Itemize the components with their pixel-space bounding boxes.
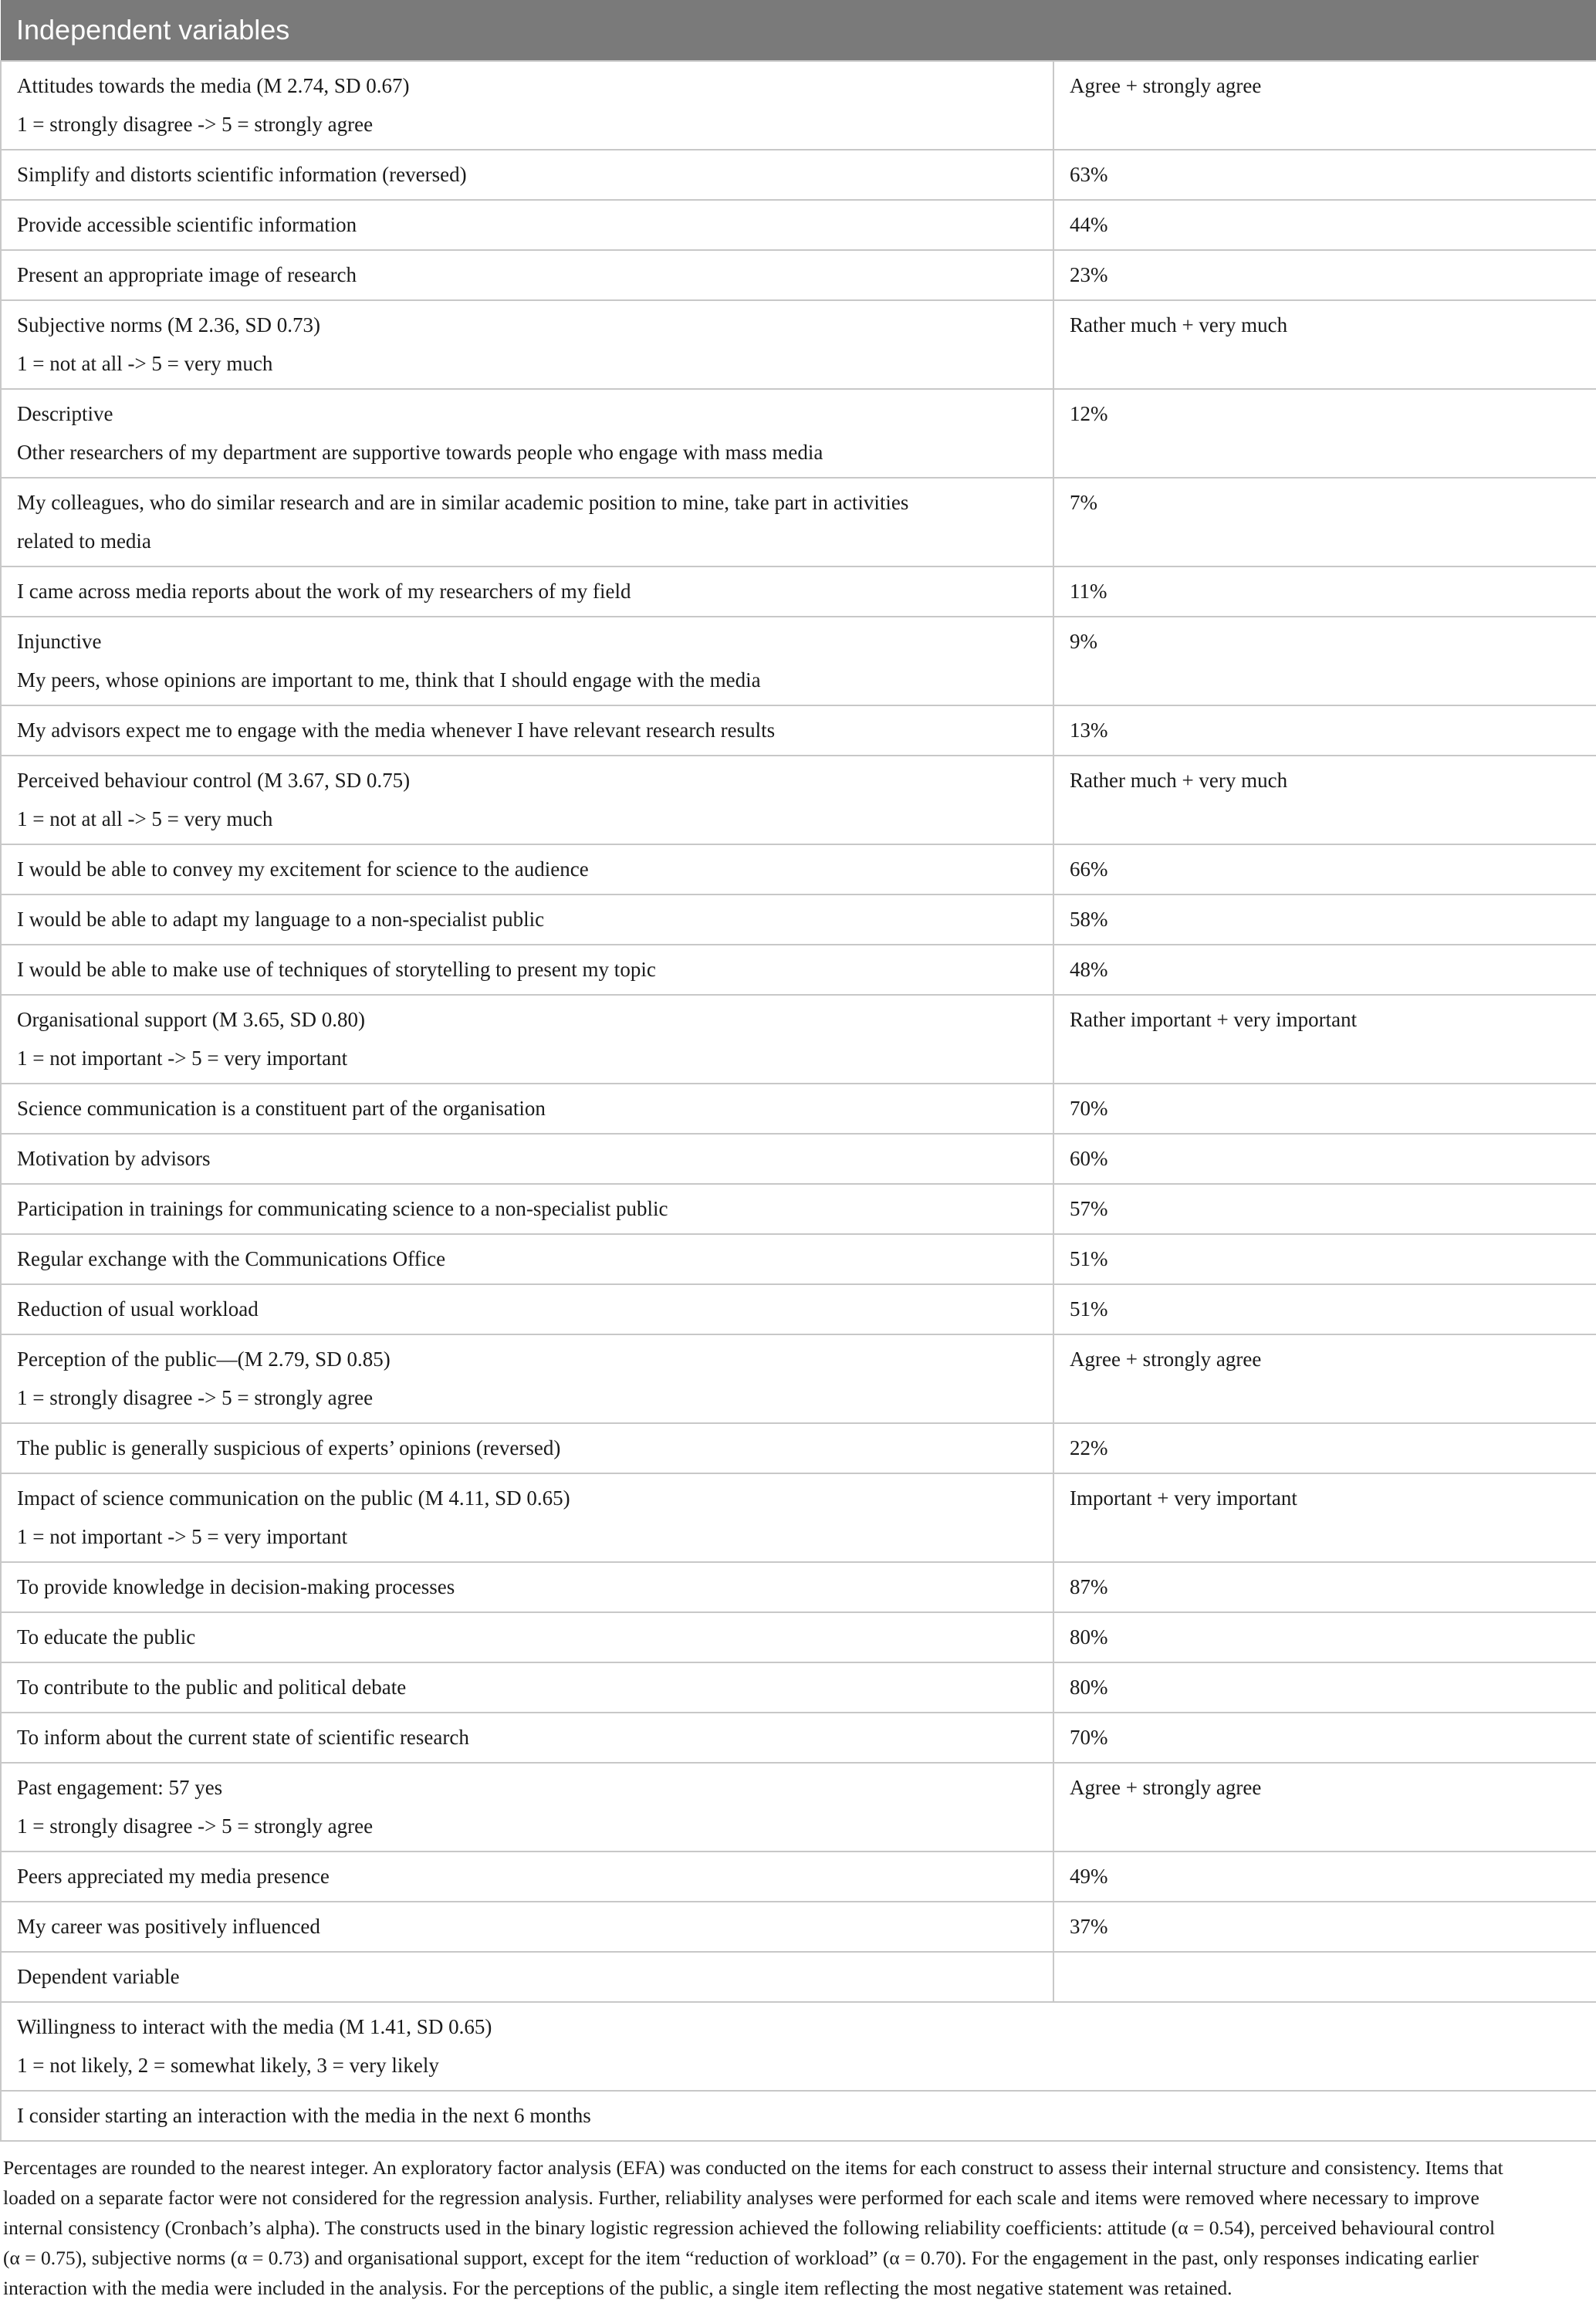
variable-cell xyxy=(1,200,1053,250)
value-cell xyxy=(1053,1423,1596,1473)
variable-text: Regular exchange with the Communications Office xyxy=(17,1247,446,1270)
value-text: Agree + strongly agree xyxy=(1070,1776,1262,1799)
variable-text: I consider starting an interaction with the media in the next 6 months xyxy=(17,2104,591,2127)
value-cell xyxy=(1053,756,1596,844)
table-row xyxy=(1,566,1596,617)
value-cell xyxy=(1053,945,1596,995)
value-cell xyxy=(1053,1952,1596,2002)
table-row xyxy=(1,1562,1596,1612)
value-text: 70% xyxy=(1070,1097,1108,1120)
value-text: 37% xyxy=(1070,1915,1108,1938)
variable-cell xyxy=(1,389,1053,478)
variable-text: 1 = strongly disagree -> 5 = strongly agree xyxy=(17,113,374,136)
variable-text: My career was positively influenced xyxy=(17,1915,320,1938)
variable-cell xyxy=(1,756,1053,844)
value-text: 44% xyxy=(1070,213,1108,236)
table-row xyxy=(1,1473,1596,1562)
table-row xyxy=(1,200,1596,250)
variable-cell xyxy=(1,995,1053,1084)
table-row xyxy=(1,894,1596,945)
variable-text: The public is generally suspicious of experts’ opinions (reversed) xyxy=(17,1436,561,1459)
value-cell xyxy=(1053,1662,1596,1713)
variable-text: 1 = strongly disagree -> 5 = strongly agree xyxy=(17,1386,374,1409)
variable-cell xyxy=(1,61,1053,150)
table-row xyxy=(1,1763,1596,1852)
footnote-line: (α = 0.75), subjective norms (α = 0.73) and organisational support, except for the item “reduction of workload” (α = 0.70). For the engagement in the past, only responses indicating earlier xyxy=(3,2247,1479,2269)
variable-text: Attitudes towards the media (M 2.74, SD 0.67) xyxy=(17,74,410,97)
value-text: 22% xyxy=(1070,1436,1108,1459)
value-cell xyxy=(1053,1234,1596,1284)
value-cell xyxy=(1053,389,1596,478)
value-text: 87% xyxy=(1070,1575,1108,1598)
variable-cell xyxy=(1,1473,1053,1562)
value-text: 49% xyxy=(1070,1865,1108,1888)
value-text: 80% xyxy=(1070,1676,1108,1699)
variable-text: I came across media reports about the work of my researchers of my field xyxy=(17,580,631,603)
table-row xyxy=(1,1334,1596,1423)
value-text: Rather much + very much xyxy=(1070,769,1288,792)
variable-text: My colleagues, who do similar research and are in similar academic position to mine, take part in activities xyxy=(17,491,909,514)
variable-cell xyxy=(1,1902,1053,1952)
value-text: 23% xyxy=(1070,263,1108,286)
value-text: 51% xyxy=(1070,1247,1108,1270)
value-text: 66% xyxy=(1070,857,1108,881)
variable-cell xyxy=(1,2091,1596,2141)
variable-cell xyxy=(1,1134,1053,1184)
variable-text: I would be able to adapt my language to a non-specialist public xyxy=(17,908,545,931)
variable-cell xyxy=(1,300,1053,389)
variable-text: Descriptive xyxy=(17,402,113,425)
table-row xyxy=(1,1423,1596,1473)
table-header-row xyxy=(1,0,1596,61)
value-text: Rather much + very much xyxy=(1070,313,1288,336)
variable-cell xyxy=(1,566,1053,617)
variable-text: Injunctive xyxy=(17,630,102,653)
value-text: 7% xyxy=(1070,491,1097,514)
value-text: Rather important + very important xyxy=(1070,1008,1358,1031)
table-row xyxy=(1,1902,1596,1952)
table-body xyxy=(1,61,1596,2141)
variable-cell xyxy=(1,1284,1053,1334)
table-row xyxy=(1,1234,1596,1284)
value-cell xyxy=(1053,1902,1596,1952)
footnote-line: interaction with the media were included in the analysis. For the perceptions of the public, a single item reflecting the most negative statement was retained. xyxy=(3,2277,1233,2299)
footnote-line: loaded on a separate factor were not considered for the regression analysis. Further, reliability analyses were performed for each scale and items were removed where necessary to improve xyxy=(3,2186,1479,2209)
variable-text: 1 = not important -> 5 = very important xyxy=(17,1525,348,1548)
variable-cell xyxy=(1,844,1053,894)
variable-text: Dependent variable xyxy=(17,1965,180,1988)
variable-cell xyxy=(1,478,1053,566)
variable-text: Perceived behaviour control (M 3.67, SD 0.75) xyxy=(17,769,411,792)
variable-cell xyxy=(1,1662,1053,1713)
value-cell xyxy=(1053,1562,1596,1612)
variable-text: My advisors expect me to engage with the media whenever I have relevant research results xyxy=(17,719,776,742)
value-cell xyxy=(1053,1084,1596,1134)
footnote-line: internal consistency (Cronbach’s alpha). The constructs used in the binary logistic regression achieved the following reliability coefficients: attitude (α = 0.54), perceived behavioural control xyxy=(3,2217,1496,2239)
variable-cell xyxy=(1,1562,1053,1612)
value-cell xyxy=(1053,150,1596,200)
value-text: 70% xyxy=(1070,1726,1108,1749)
variable-text: I would be able to convey my excitement for science to the audience xyxy=(17,857,589,881)
variable-cell xyxy=(1,1184,1053,1234)
variable-cell xyxy=(1,1084,1053,1134)
value-text: 11% xyxy=(1070,580,1107,603)
table-row xyxy=(1,844,1596,894)
variable-text: Reduction of usual workload xyxy=(17,1297,259,1321)
variable-cell xyxy=(1,2002,1596,2091)
variable-text: 1 = strongly disagree -> 5 = strongly agree xyxy=(17,1814,374,1838)
table-row xyxy=(1,300,1596,389)
value-cell xyxy=(1053,61,1596,150)
value-cell xyxy=(1053,200,1596,250)
variable-cell xyxy=(1,1334,1053,1423)
variable-text: Perception of the public—(M 2.79, SD 0.85) xyxy=(17,1348,391,1371)
value-cell xyxy=(1053,1284,1596,1334)
variable-cell xyxy=(1,1234,1053,1284)
value-text: Important + very important xyxy=(1070,1486,1297,1510)
value-text: 58% xyxy=(1070,908,1108,931)
variable-text: I would be able to make use of techniques of storytelling to present my topic xyxy=(17,958,656,981)
table-row xyxy=(1,1662,1596,1713)
variable-text: Subjective norms (M 2.36, SD 0.73) xyxy=(17,313,320,336)
value-cell xyxy=(1053,705,1596,756)
variable-cell xyxy=(1,1852,1053,1902)
value-text: 60% xyxy=(1070,1147,1108,1170)
table-row xyxy=(1,1134,1596,1184)
value-cell xyxy=(1053,844,1596,894)
variable-cell xyxy=(1,1713,1053,1763)
value-cell xyxy=(1053,300,1596,389)
table-row xyxy=(1,1852,1596,1902)
table-row xyxy=(1,617,1596,705)
value-cell xyxy=(1053,894,1596,945)
variable-text: 1 = not at all -> 5 = very much xyxy=(17,352,273,375)
value-cell xyxy=(1053,1334,1596,1423)
value-text: 57% xyxy=(1070,1197,1108,1220)
table-row xyxy=(1,61,1596,150)
variable-text: To provide knowledge in decision-making processes xyxy=(17,1575,455,1598)
table-row xyxy=(1,2091,1596,2141)
variable-text: Organisational support (M 3.65, SD 0.80) xyxy=(17,1008,365,1031)
variable-text: Impact of science communication on the public (M 4.11, SD 0.65) xyxy=(17,1486,570,1510)
table-row xyxy=(1,478,1596,566)
value-cell xyxy=(1053,478,1596,566)
value-cell xyxy=(1053,1134,1596,1184)
variable-text: 1 = not important -> 5 = very important xyxy=(17,1047,348,1070)
variable-cell xyxy=(1,1612,1053,1662)
variable-text: To educate the public xyxy=(17,1625,196,1649)
value-cell xyxy=(1053,1763,1596,1852)
variable-cell xyxy=(1,150,1053,200)
variable-text: related to media xyxy=(17,529,151,553)
variable-cell xyxy=(1,1423,1053,1473)
value-cell xyxy=(1053,617,1596,705)
table-row xyxy=(1,250,1596,300)
variable-cell xyxy=(1,945,1053,995)
variable-text: My peers, whose opinions are important to me, think that I should engage with the media xyxy=(17,668,761,692)
variable-cell xyxy=(1,1952,1053,2002)
table-footnote xyxy=(0,2142,1596,2303)
value-cell xyxy=(1053,1713,1596,1763)
variable-text: Peers appreciated my media presence xyxy=(17,1865,330,1888)
variable-cell xyxy=(1,617,1053,705)
variable-text: Past engagement: 57 yes xyxy=(17,1776,223,1799)
variable-text: Science communication is a constituent part of the organisation xyxy=(17,1097,546,1120)
value-cell xyxy=(1053,995,1596,1084)
value-cell xyxy=(1053,1473,1596,1562)
variable-cell xyxy=(1,705,1053,756)
value-text: 9% xyxy=(1070,630,1097,653)
table-row xyxy=(1,1084,1596,1134)
variable-text: Provide accessible scientific information xyxy=(17,213,357,236)
table-row xyxy=(1,1952,1596,2002)
variable-cell xyxy=(1,894,1053,945)
value-cell xyxy=(1053,1612,1596,1662)
table-row xyxy=(1,2002,1596,2091)
value-text: 80% xyxy=(1070,1625,1108,1649)
value-cell xyxy=(1053,1852,1596,1902)
value-text: Agree + strongly agree xyxy=(1070,1348,1262,1371)
variable-text: To inform about the current state of scientific research xyxy=(17,1726,469,1749)
variable-text: Present an appropriate image of research xyxy=(17,263,357,286)
value-text: 13% xyxy=(1070,719,1108,742)
value-text: 12% xyxy=(1070,402,1108,425)
variable-text: Willingness to interact with the media (M 1.41, SD 0.65) xyxy=(17,2015,492,2038)
table-row xyxy=(1,389,1596,478)
table-row xyxy=(1,1612,1596,1662)
table-row xyxy=(1,705,1596,756)
value-cell xyxy=(1053,1184,1596,1234)
variable-text: To contribute to the public and political debate xyxy=(17,1676,407,1699)
value-cell xyxy=(1053,250,1596,300)
variable-text: 1 = not at all -> 5 = very much xyxy=(17,807,273,830)
table-row xyxy=(1,1284,1596,1334)
value-text: 63% xyxy=(1070,163,1108,186)
value-text: 48% xyxy=(1070,958,1108,981)
variable-text: Participation in trainings for communicating science to a non-specialist public xyxy=(17,1197,668,1220)
table-row xyxy=(1,150,1596,200)
table-row xyxy=(1,995,1596,1084)
value-cell xyxy=(1053,566,1596,617)
variable-text: Other researchers of my department are supportive towards people who engage with mass media xyxy=(17,441,823,464)
table-row xyxy=(1,945,1596,995)
value-text: Agree + strongly agree xyxy=(1070,74,1262,97)
table-row xyxy=(1,756,1596,844)
variable-cell xyxy=(1,1763,1053,1852)
table-header: Independent variables xyxy=(1,0,1596,61)
variable-text: Motivation by advisors xyxy=(17,1147,211,1170)
table-row xyxy=(1,1713,1596,1763)
value-text: 51% xyxy=(1070,1297,1108,1321)
table-row xyxy=(1,1184,1596,1234)
variable-text: 1 = not likely, 2 = somewhat likely, 3 = very likely xyxy=(17,2054,439,2077)
variable-text: Simplify and distorts scientific information (reversed) xyxy=(17,163,467,186)
variable-cell xyxy=(1,250,1053,300)
footnote-line: Percentages are rounded to the nearest integer. An exploratory factor analysis (EFA) was conducted on the items for each construct to assess their internal structure and consistency. Items that xyxy=(3,2156,1503,2179)
